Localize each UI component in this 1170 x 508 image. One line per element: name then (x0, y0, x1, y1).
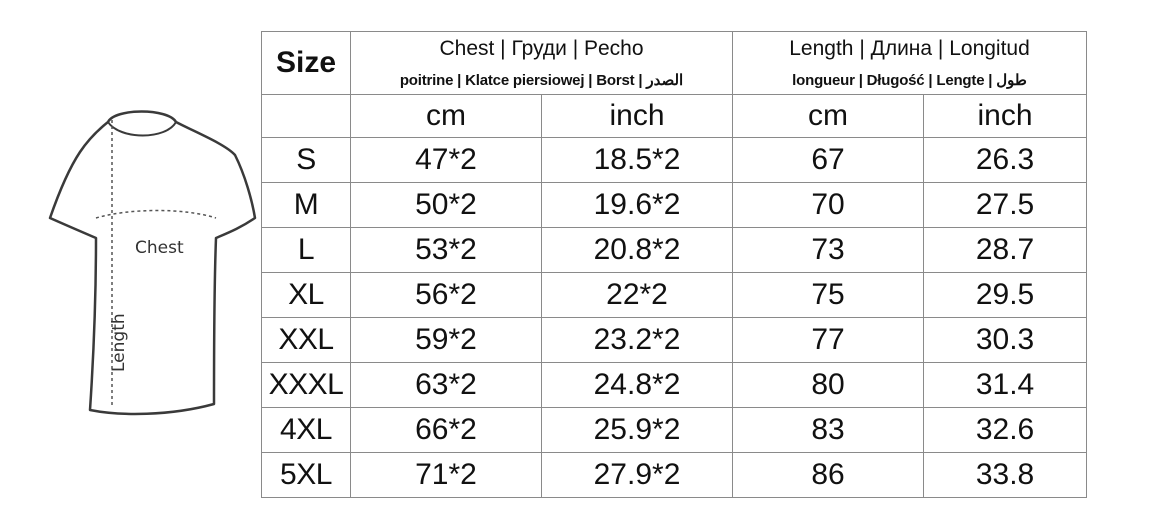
tshirt-illustration (20, 100, 265, 440)
chest-inch-cell: 18.5*2 (542, 138, 733, 183)
tshirt-outline (50, 112, 255, 414)
length-inch-cell: 27.5 (924, 183, 1087, 228)
length-inch-cell: 33.8 (924, 453, 1087, 498)
chest-inch-cell: 27.9*2 (542, 453, 733, 498)
size-cell: XXXL (262, 363, 351, 408)
chest-group-title: Chest | Груди | Pecho (351, 32, 733, 66)
unit-length-cm: cm (733, 95, 924, 138)
chest-cm-cell: 50*2 (351, 183, 542, 228)
size-cell: XXL (262, 318, 351, 363)
unit-blank-cell (262, 95, 351, 138)
table-row (262, 138, 1087, 183)
size-cell: 4XL (262, 408, 351, 453)
length-cm-cell: 73 (733, 228, 924, 273)
length-cm-cell: 70 (733, 183, 924, 228)
length-inch-cell: 29.5 (924, 273, 1087, 318)
size-cell: 5XL (262, 453, 351, 498)
length-cm-cell: 83 (733, 408, 924, 453)
chest-group-subtitle: poitrine | Klatce piersiowej | Borst | الصدر (351, 65, 733, 95)
unit-chest-inch: inch (542, 95, 733, 138)
length-cm-cell: 77 (733, 318, 924, 363)
chest-inch-cell: 24.8*2 (542, 363, 733, 408)
chest-cm-cell: 56*2 (351, 273, 542, 318)
length-group-subtitle: longueur | Długość | Lengte | طول (733, 65, 1087, 95)
table-row (262, 453, 1087, 498)
chest-inch-cell: 25.9*2 (542, 408, 733, 453)
table-row (262, 318, 1087, 363)
table-row (262, 183, 1087, 228)
chest-inch-cell: 23.2*2 (542, 318, 733, 363)
size-cell: L (262, 228, 351, 273)
chest-cm-cell: 63*2 (351, 363, 542, 408)
length-label: Length (109, 313, 129, 372)
table-row (262, 228, 1087, 273)
length-inch-cell: 31.4 (924, 363, 1087, 408)
length-inch-cell: 30.3 (924, 318, 1087, 363)
unit-length-inch: inch (924, 95, 1087, 138)
length-cm-cell: 86 (733, 453, 924, 498)
unit-chest-cm: cm (351, 95, 542, 138)
chest-inch-cell: 20.8*2 (542, 228, 733, 273)
table-row (262, 363, 1087, 408)
length-inch-cell: 28.7 (924, 228, 1087, 273)
size-cell: S (262, 138, 351, 183)
chest-cm-cell: 66*2 (351, 408, 542, 453)
length-inch-cell: 32.6 (924, 408, 1087, 453)
chest-cm-cell: 71*2 (351, 453, 542, 498)
size-cell: M (262, 183, 351, 228)
chest-cm-cell: 47*2 (351, 138, 542, 183)
length-group-title: Length | Длина | Longitud (733, 32, 1087, 66)
table-row (262, 273, 1087, 318)
table-row (262, 408, 1087, 453)
length-cm-cell: 75 (733, 273, 924, 318)
chest-inch-cell: 22*2 (542, 273, 733, 318)
chest-cm-cell: 53*2 (351, 228, 542, 273)
size-cell: XL (262, 273, 351, 318)
chest-cm-cell: 59*2 (351, 318, 542, 363)
chest-inch-cell: 19.6*2 (542, 183, 733, 228)
length-cm-cell: 67 (733, 138, 924, 183)
length-inch-cell: 26.3 (924, 138, 1087, 183)
size-column-header: Size (262, 32, 351, 95)
chest-label: Chest (135, 238, 184, 258)
size-chart-table (261, 31, 1087, 498)
length-cm-cell: 80 (733, 363, 924, 408)
